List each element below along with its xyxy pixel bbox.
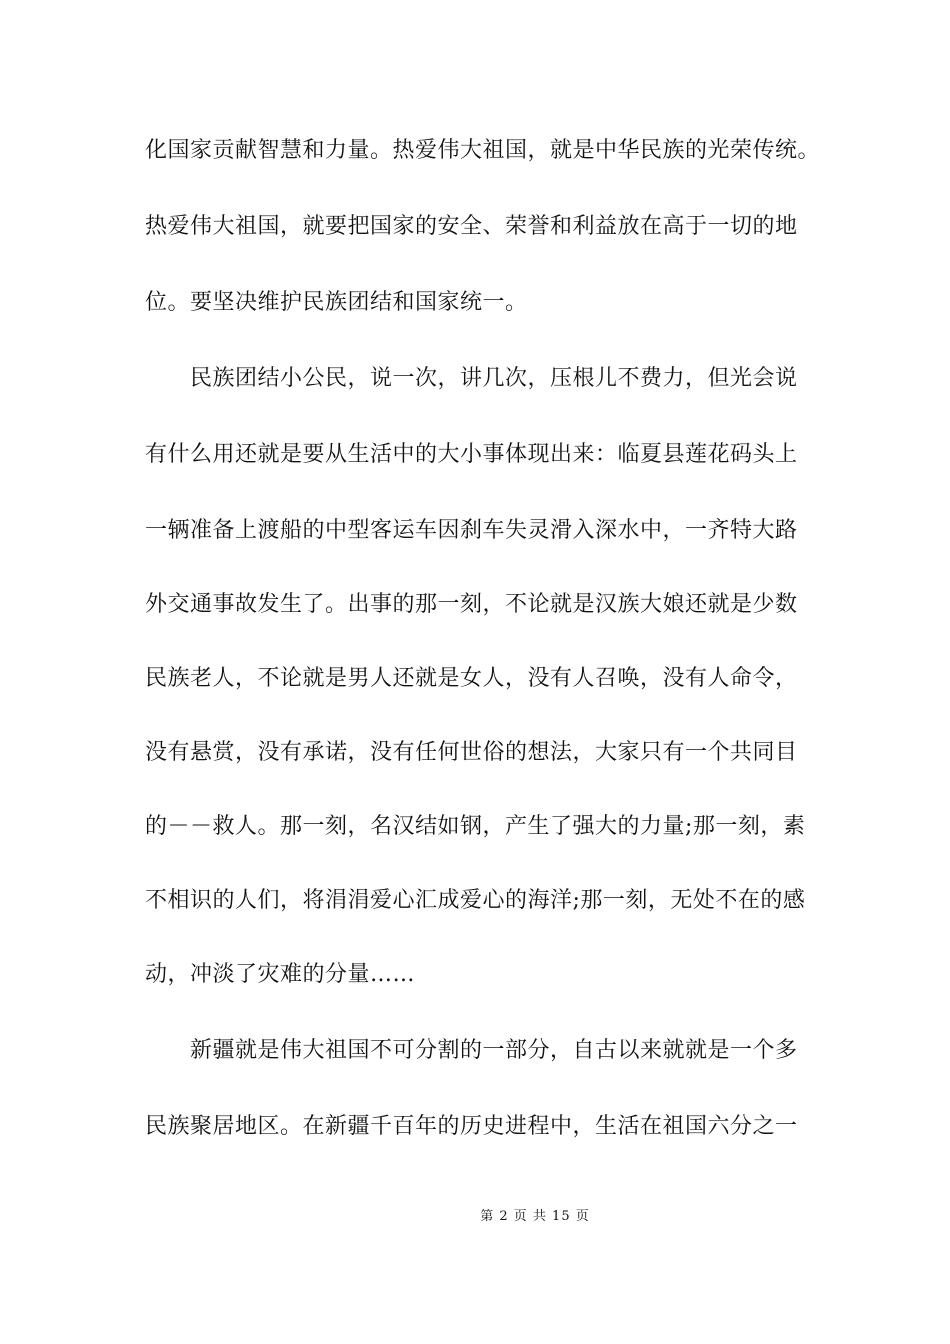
text-line-8: 民族老人，不论就是男人还就是女人，没有人召唤，没有人命令， [145, 666, 798, 691]
text-line-6: 一辆准备上渡船的中型客运车因刹车失灵滑入深水中，一齐特大路 [145, 518, 798, 543]
text-line-10: 的－－救人。那一刻，名汉结如钢，产生了强大的力量;那一刻，素 [145, 814, 806, 839]
text-line-7: 外交通事故发生了。出事的那一刻，不论就是汉族大娘还就是少数 [145, 592, 798, 617]
text-line-11: 不相识的人们，将涓涓爱心汇成爱心的海洋;那一刻，无处不在的感 [145, 888, 806, 913]
text-line-2: 热爱伟大祖国，就要把国家的安全、荣誉和利益放在高于一切的地 [145, 214, 798, 239]
text-line-3: 位。要坚决维护民族团结和国家统一。 [145, 290, 528, 315]
text-line-4: 民族团结小公民，说一次，讲几次，压根儿不费力，但光会说 [145, 366, 798, 391]
page-footer: 第 2 页 共 15 页 [480, 1209, 590, 1224]
text-line-12: 动，冲淡了灾难的分量…… [145, 962, 416, 987]
text-line-1: 化国家贡献智慧和力量。热爱伟大祖国，就是中华民族的光荣传统。 [145, 138, 821, 163]
text-line-9: 没有悬赏，没有承诺，没有任何世俗的想法，大家只有一个共同目 [145, 740, 798, 765]
text-line-5: 有什么用还就是要从生活中的大小事体现出来：临夏县莲花码头上 [145, 442, 798, 467]
text-line-13: 新疆就是伟大祖国不可分割的一部分，自古以来就就是一个多 [145, 1038, 798, 1063]
text-line-14: 民族聚居地区。在新疆千百年的历史进程中，生活在祖国六分之一 [145, 1114, 798, 1139]
